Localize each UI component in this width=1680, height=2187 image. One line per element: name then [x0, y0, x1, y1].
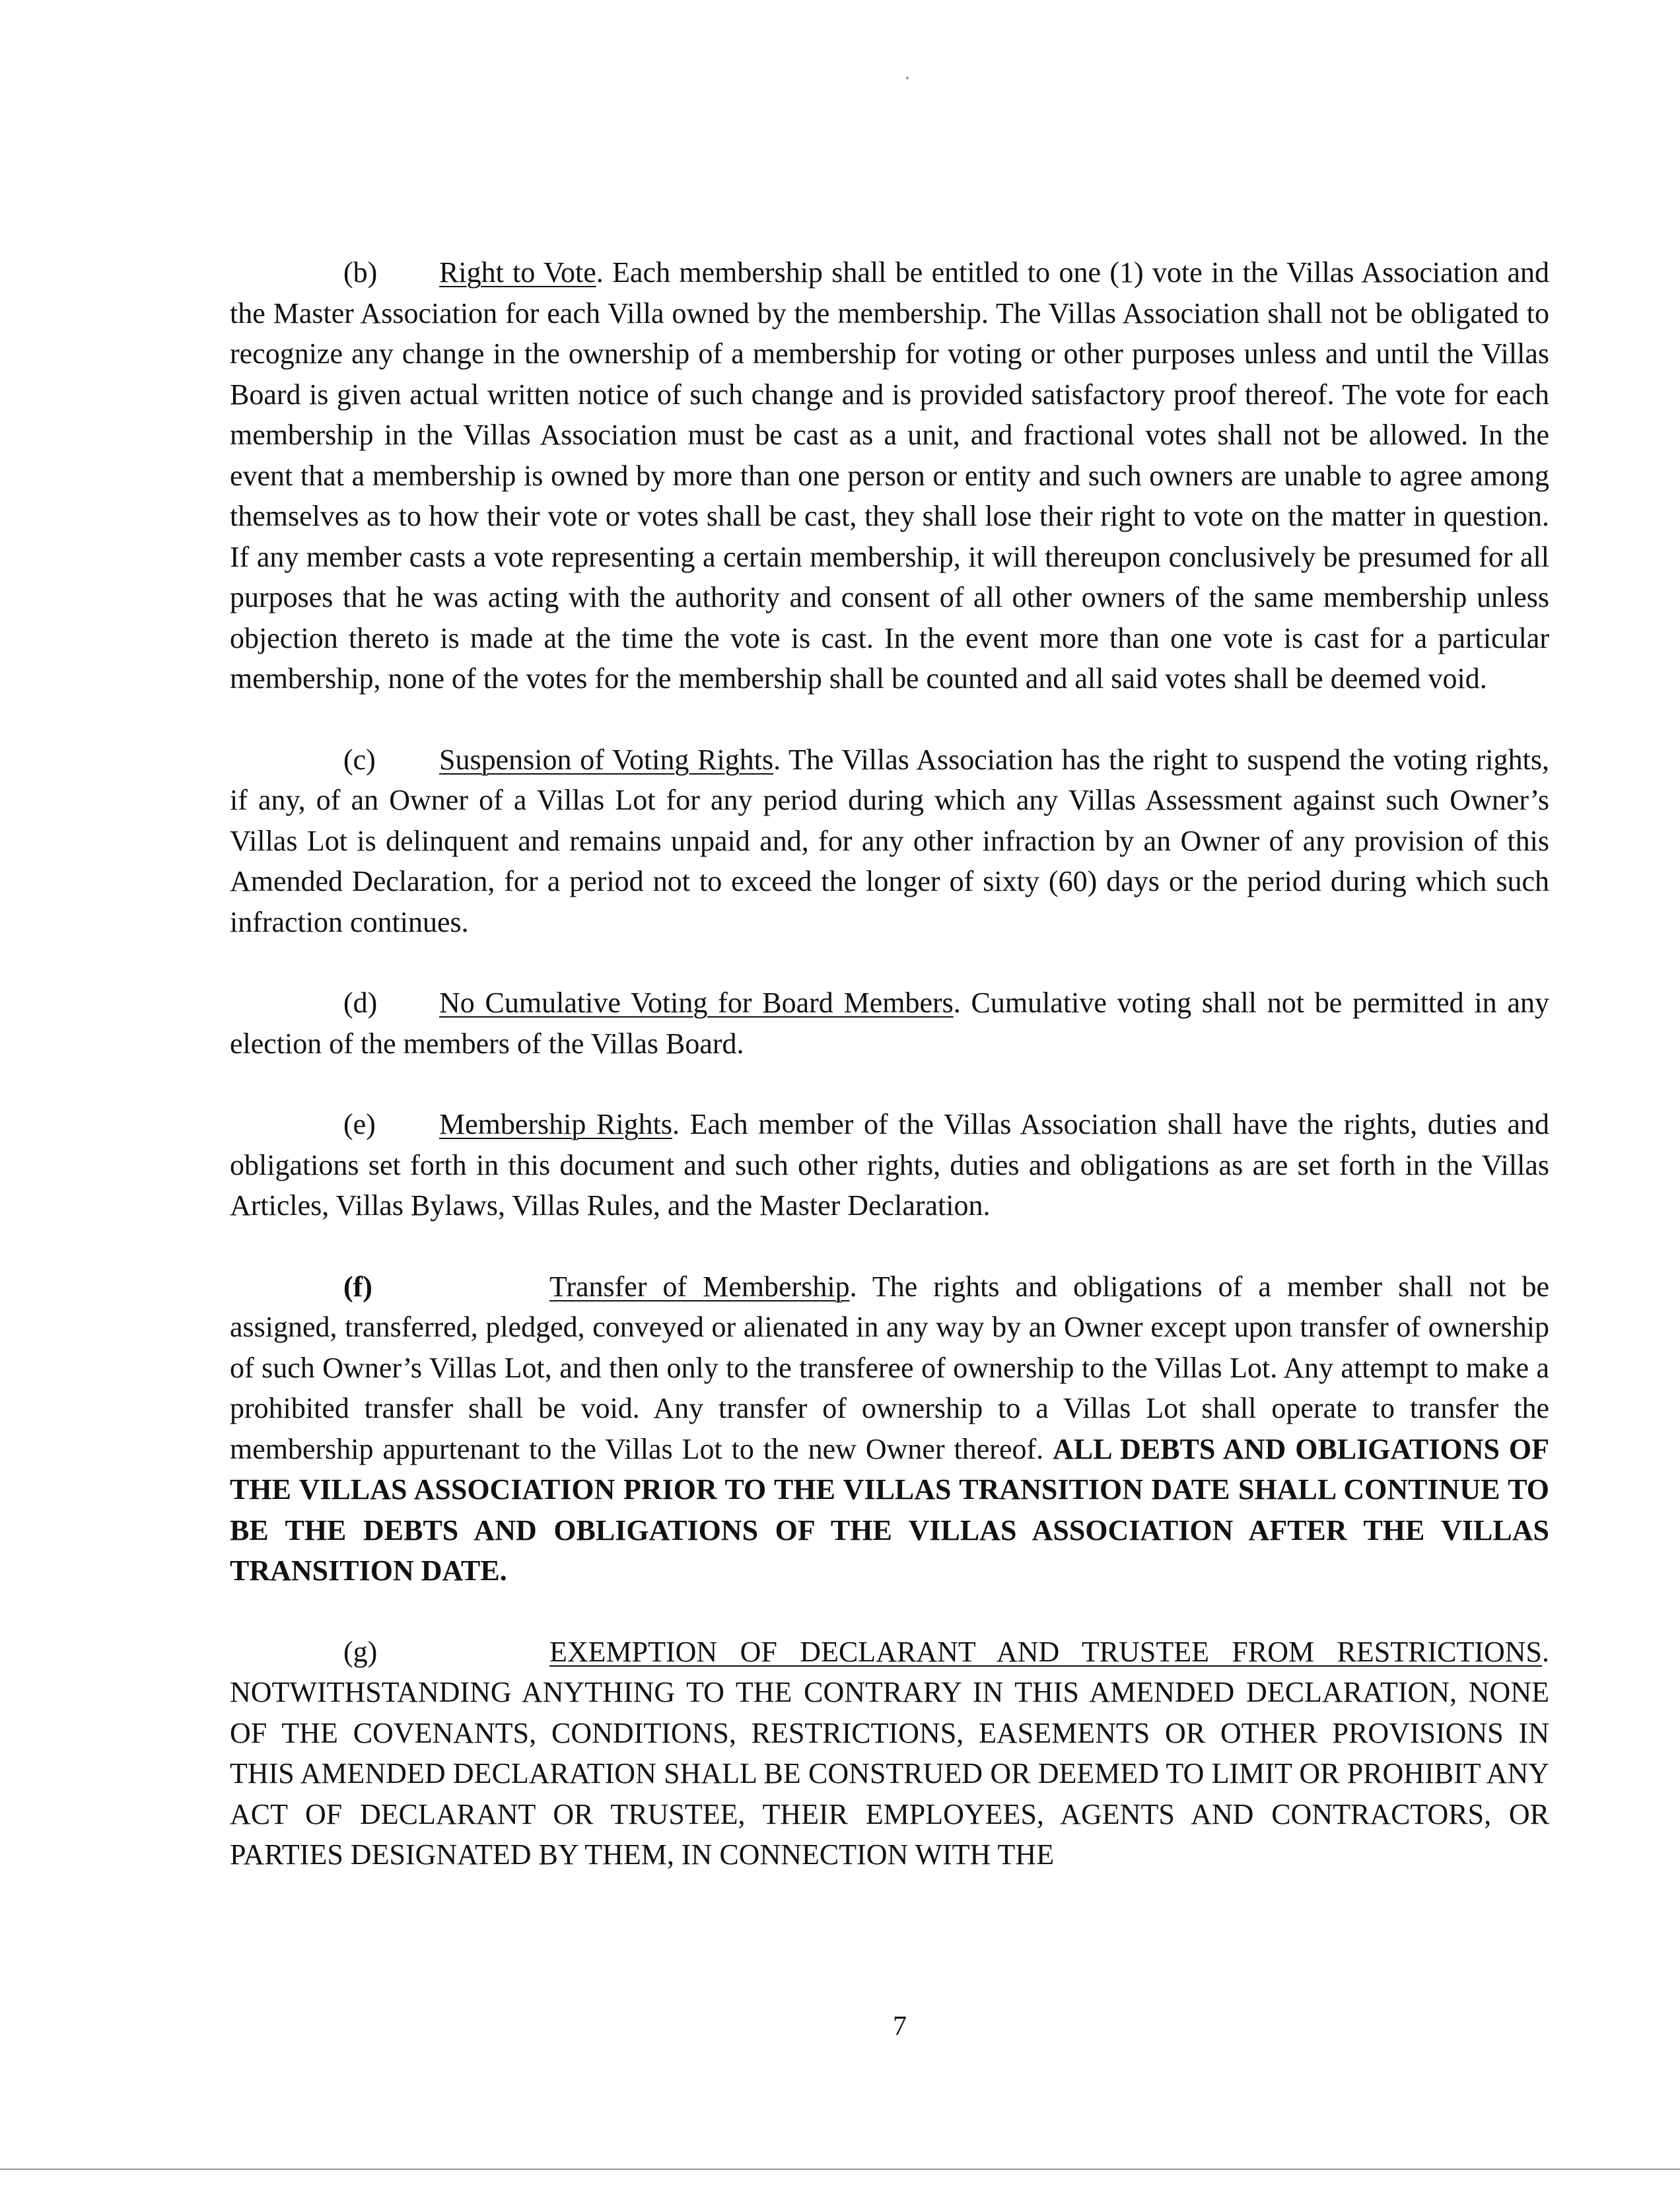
paragraph-heading: Membership Rights [439, 1108, 672, 1140]
paragraph-marker: (g) [343, 1635, 378, 1668]
paragraph-marker: (c) [343, 743, 376, 776]
scan-speck [906, 77, 909, 79]
paragraph-transfer-of-membership [230, 1267, 1549, 1591]
paragraph-right-to-vote [230, 252, 1549, 699]
paragraph-marker: (f) [343, 1270, 372, 1303]
paragraph-heading: Right to Vote [439, 256, 596, 289]
document-body [230, 252, 1549, 1875]
paragraph-suspension-of-voting-rights [230, 740, 1549, 943]
paragraph-membership-rights [230, 1104, 1549, 1226]
paragraph-bold-text: ALL DEBTS AND OBLIGATIONS OF THE VILLAS ASSOCIATION PRIOR TO THE VILLAS TRANSITION DATE SHALL CONTINUE TO BE THE DEBTS AND OBLIGATIONS OF THE VILLAS ASSOCIATION AFTER THE VILLAS TRANSITION DATE. [230, 1432, 1549, 1587]
paragraph-text: . The Villas Association has the right to suspend the voting rights, if any, of an Owner of a Villas Lot for any period during which any Villas Assessment against such Owner’s Villas Lot is delinquent and remains unpaid and, for any other infraction by an Owner of any provision of this Amended Declaration, for a period not to exceed the longer of sixty (60) days or the period during which such infraction continues. [230, 743, 1549, 938]
paragraph-text: . NOTWITHSTANDING ANYTHING TO THE CONTRARY IN THIS AMENDED DECLARATION, NONE OF THE COVENANTS, CONDITIONS, RESTRICTIONS, EASEMENTS OR OTHER PROVISIONS IN THIS AMENDED DECLARATION SHALL BE CONSTRUED OR DEEMED TO LIMIT OR PROHIBIT ANY ACT OF DECLARANT OR TRUSTEE, THEIR EMPLOYEES, AGENTS AND CONTRACTORS, OR PARTIES DESIGNATED BY THEM, IN CONNECTION WITH THE [230, 1635, 1549, 1871]
paragraph-no-cumulative-voting [230, 983, 1549, 1064]
scan-edge-line [0, 2169, 1680, 2170]
paragraph-marker: (d) [343, 987, 378, 1019]
paragraph-text: . The rights and obligations of a member shall not be assigned, transferred, pledged, conveyed or alienated in any way by an Owner except upon transfer of ownership of such Owner’s Villas Lot, and then only to the transferee of ownership to the Villas Lot. Any attempt to make a prohibited transfer shall be void. Any transfer of ownership to a Villas Lot shall operate to transfer the membership appurtenant to the Villas Lot to the new Owner thereof. [230, 1270, 1549, 1465]
paragraph-heading: Suspension of Voting Rights [439, 743, 774, 776]
paragraph-heading: Transfer of Membership [549, 1270, 850, 1303]
paragraph-exemption-of-declarant [230, 1632, 1549, 1875]
page-number: 7 [893, 2011, 907, 2042]
paragraph-heading: EXEMPTION OF DECLARANT AND TRUSTEE FROM RESTRICTIONS [549, 1635, 1542, 1668]
paragraph-marker: (b) [343, 256, 378, 289]
paragraph-text: . Cumulative voting shall not be permitted in any election of the members of the Villas Board. [230, 987, 1549, 1060]
paragraph-marker: (e) [343, 1108, 376, 1140]
paragraph-heading: No Cumulative Voting for Board Members [439, 987, 954, 1019]
paragraph-text: . Each membership shall be entitled to one (1) vote in the Villas Association and the Master Association for each Villa owned by the membership. The Villas Association shall not be obligated to recognize any change in the ownership of a membership for voting or other purposes unless and until the Villas Board is given actual written notice of such change and is provided satisfactory proof thereof. The vote for each membership in the Villas Association must be cast as a unit, and fractional votes shall not be allowed. In the event that a membership is owned by more than one person or entity and such owners are unable to agree among themselves as to how their vote or votes shall be cast, they shall lose their right to vote on the matter in question. If any member casts a vote representing a certain membership, it will thereupon conclusively be presumed for all purposes that he was acting with the authority and consent of all other owners of the same membership unless objection thereto is made at the time the vote is cast. In the event more than one vote is cast for a particular membership, none of the votes for the membership shall be counted and all said votes shall be deemed void. [230, 256, 1549, 695]
paragraph-text: . Each member of the Villas Association shall have the rights, duties and obligations set forth in this document and such other rights, duties and obligations as are set forth in the Villas Articles, Villas Bylaws, Villas Rules, and the Master Declaration. [230, 1108, 1550, 1222]
